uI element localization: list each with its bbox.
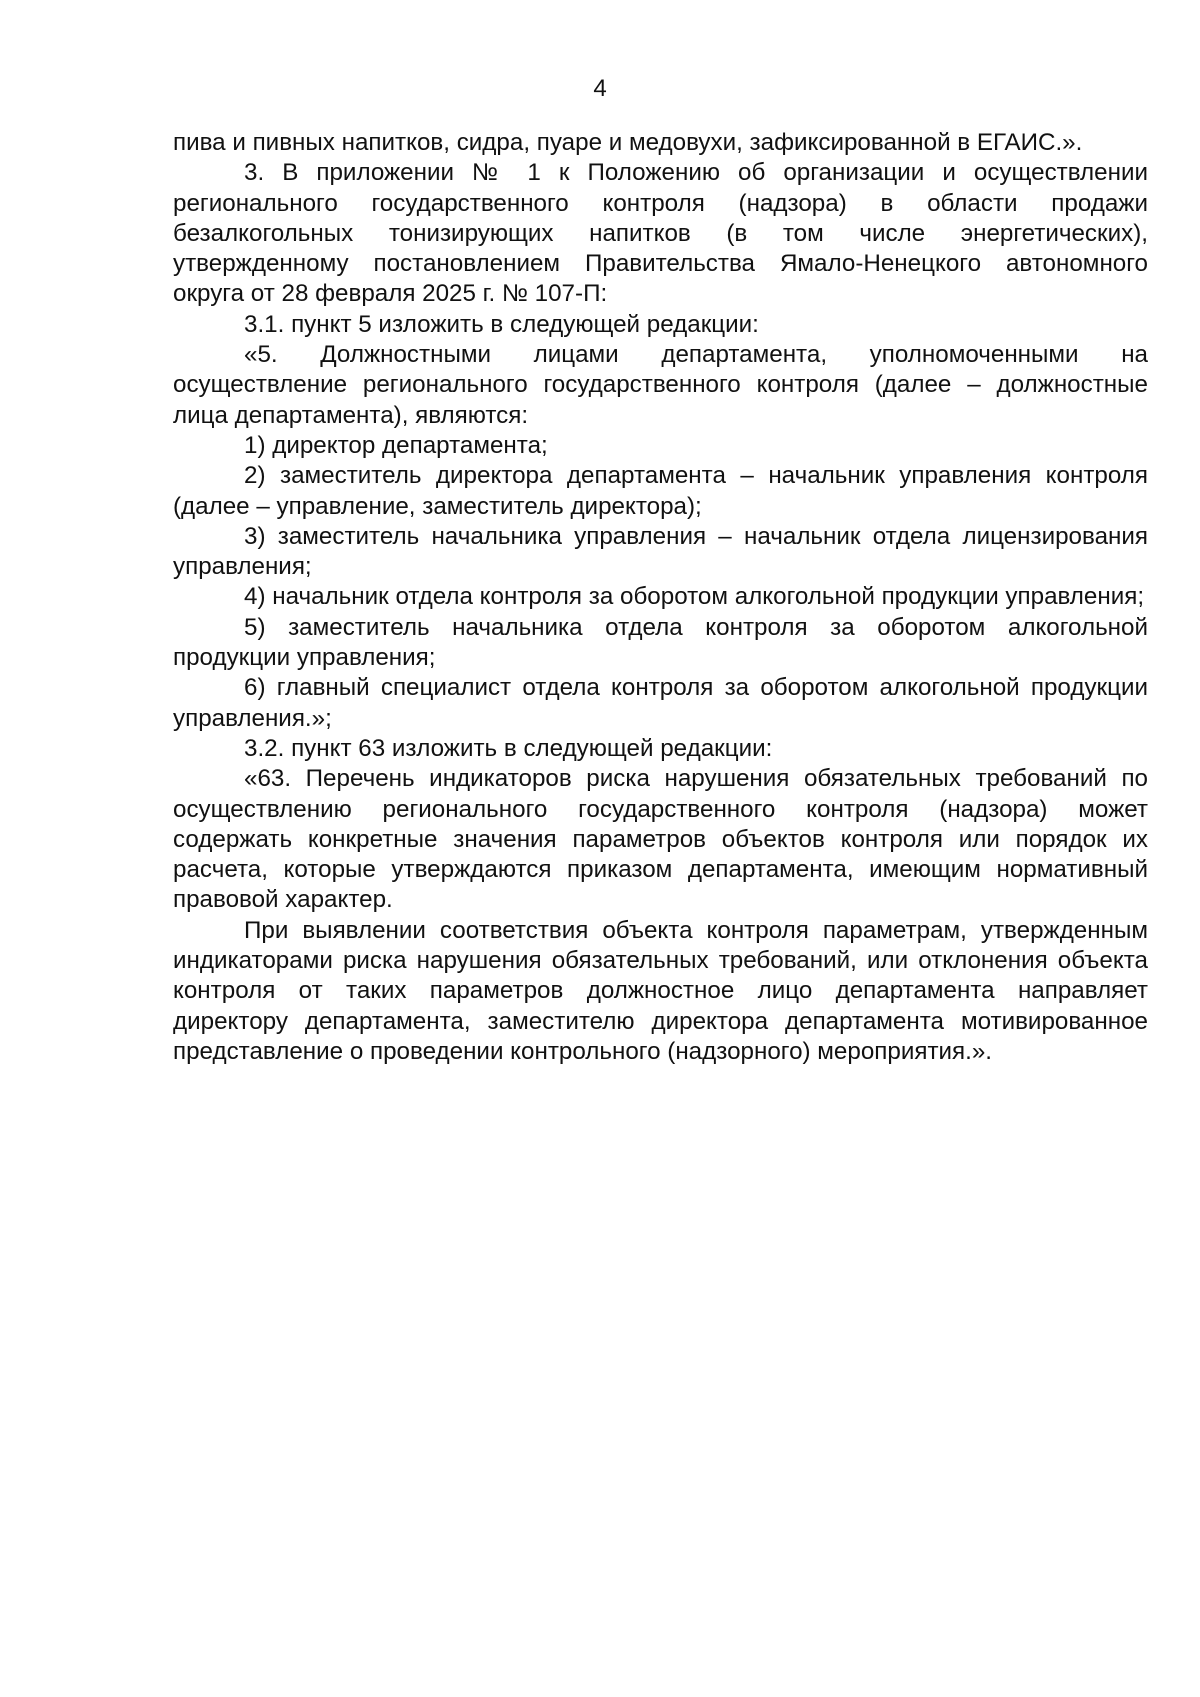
paragraph: пива и пивных напитков, сидра, пуаре и медовухи, зафиксированной в ЕГАИС.».: [173, 129, 1083, 156]
paragraph: 3.1. пункт 5 изложить в следующей редакции:: [244, 310, 759, 338]
paragraph: 3. В приложении № 1 к Положению об организации и осуществлении регионального государственного контроля (надзора) в области продажи безалкогольных тонизирующих напитков (в том числе энергетических), утвержденному постановлением Правительства Ямало-Ненецкого автономного округа от 28 февраля 2025 г. № 107-П:: [173, 159, 1148, 308]
page-number: 4: [593, 75, 607, 102]
paragraph: 3.2. пункт 63 изложить в следующей редакции:: [244, 734, 773, 762]
paragraph: «5. Должностными лицами департамента, уполномоченными на осуществление регионального государственного контроля (далее – должностные лица департамента), являются:: [173, 341, 1148, 429]
list-item: 6) главный специалист отдела контроля за оборотом алкогольной продукции управления.»;: [173, 674, 1148, 732]
document-body: [173, 128, 1148, 1067]
list-item: 5) заместитель начальника отдела контроля за оборотом алкогольной продукции управления;: [173, 613, 1148, 672]
paragraph: «63. Перечень индикаторов риска нарушения обязательных требований по осуществлению регионального государственного контроля (надзора) может содержать конкретные значения параметров объектов контроля или порядок их расчета, которые утверждаются приказом департамента, имеющим нормативный правовой характер.: [173, 765, 1148, 914]
list-item: 4) начальник отдела контроля за оборотом алкогольной продукции управления;: [244, 583, 1145, 611]
paragraph: При выявлении соответствия объекта контроля параметрам, утвержденным индикаторами риска нарушения обязательных требований, или отклонения объекта контроля от таких параметров должностное лицо департамента направляет директору департамента, заместителю директора департамента мотивированное представление о проведении контрольного (надзорного) мероприятия.».: [173, 916, 1148, 1065]
list-item: 2) заместитель директора департамента – начальник управления контроля (далее – управление, заместитель директора);: [173, 462, 1148, 520]
list-item: 3) заместитель начальника управления – начальник отдела лицензирования управления;: [173, 522, 1148, 581]
list-item: 1) директор департамента;: [244, 431, 548, 459]
